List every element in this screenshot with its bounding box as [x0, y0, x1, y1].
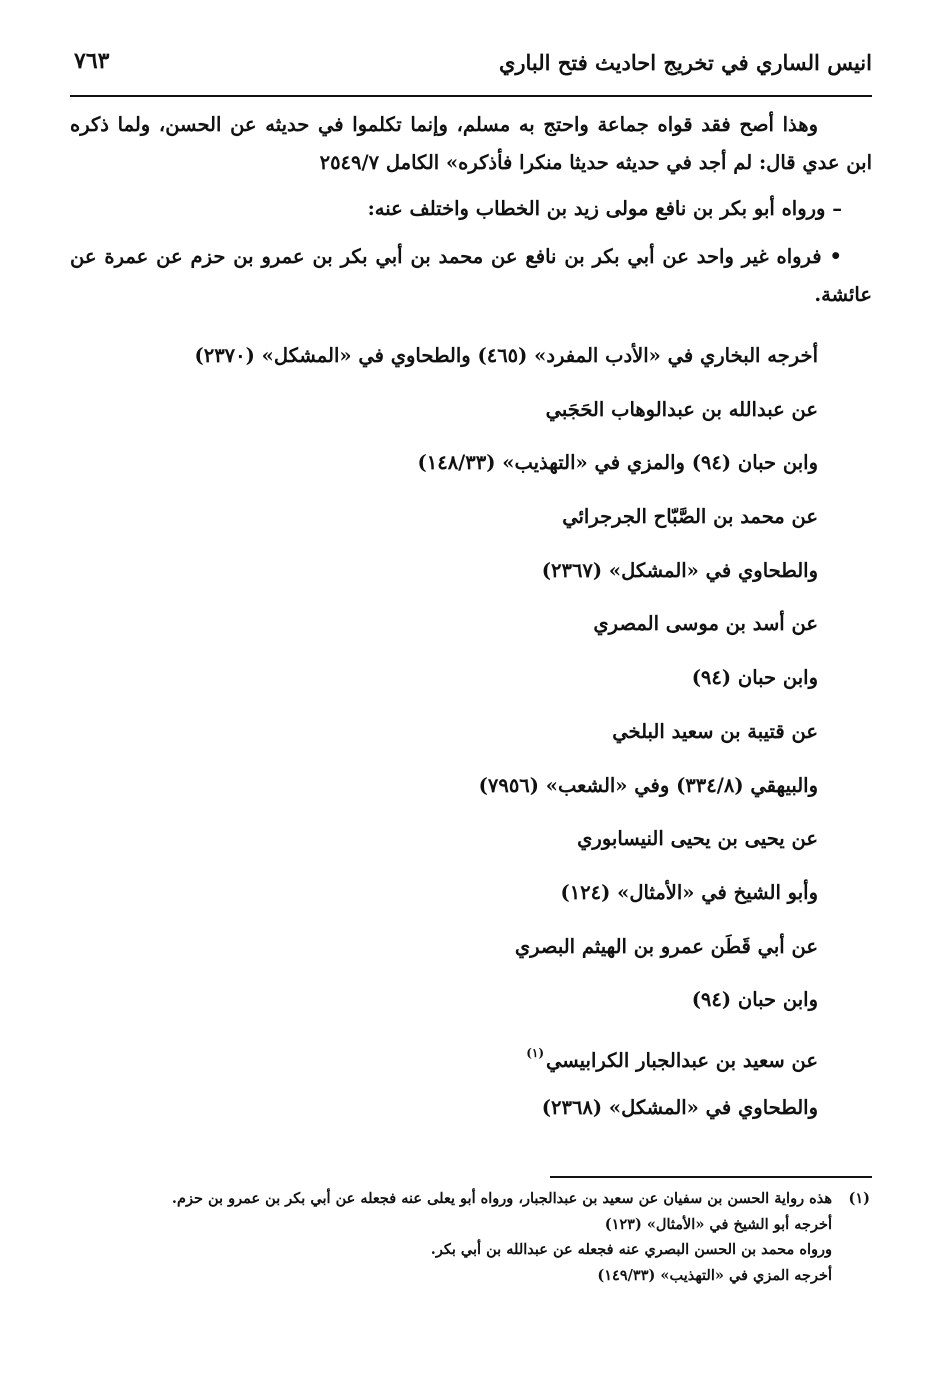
isnad-list: [70, 329, 872, 1134]
footnote-text: [70, 1186, 832, 1288]
isnad-line: والطحاوي في «المشكل» (٢٣٦٨): [541, 1095, 818, 1119]
footnote-separator: [550, 1176, 872, 1178]
footnote-line: أخرجه المزي في «التهذيب» (١٤٩/٣٣): [597, 1266, 832, 1284]
footnote-line: أخرجه أبو الشيخ في «الأمثال» (١٢٣): [604, 1215, 832, 1233]
isnad-line: والطحاوي في «المشكل» (٢٣٦٧): [541, 558, 818, 582]
isnad-line: عن أسد بن موسى المصري: [593, 612, 818, 636]
isnad-line: [70, 1027, 872, 1081]
footnote-line: ورواه محمد بن الحسن البصري عنه فجعله عن عبدالله بن أبي بكر.: [430, 1241, 832, 1258]
isnad-line: وأبو الشيخ في «الأمثال» (١٢٤): [560, 880, 818, 904]
isnad-line-text: عن سعيد بن عبدالجبار الكرابيسي: [546, 1048, 818, 1072]
isnad-line: وابن حبان (٩٤): [691, 666, 818, 690]
paragraph: – ورواه أبو بكر بن نافع مولى زيد بن الخطاب واختلف عنه:: [367, 197, 842, 220]
isnad-line: وابن حبان (٩٤) والمزي في «التهذيب» (١٤٨/٣٣): [417, 451, 818, 475]
isnad-line: عن قتيبة بن سعيد البلخي: [612, 719, 818, 743]
paragraph: وهذا أصح فقد قواه جماعة واحتج به مسلم، وإنما تكلموا في حديثه عن الحسن، ولما ذكره ابن عدي قال: لم أجد في حديثه حديثا منكرا فأذكره» الكامل ٢٥٤٩/٧: [70, 113, 872, 174]
paragraph: • فرواه غير واحد عن أبي بكر بن نافع عن محمد بن أبي بكر بن عمرو بن حزم عن عمرة عن عائشة.: [70, 245, 872, 306]
running-title: انيس الساري في تخريج احاديث فتح الباري: [498, 50, 872, 75]
isnad-line: أخرجه البخاري في «الأدب المفرد» (٤٦٥) والطحاوي في «المشكل» (٢٣٧٠): [194, 344, 818, 367]
isnad-line: عن أبي قَطَن عمرو بن الهيثم البصري: [514, 934, 818, 958]
isnad-line: عن محمد بن الصَّبّاح الجرجرائي: [562, 505, 818, 529]
footnote-line: هذه رواية الحسن بن سفيان عن سعيد بن عبدالجبار، ورواه أبو يعلى عنه فجعله عن أبي بكر بن عمرو بن حزم.: [171, 1190, 832, 1207]
header-rule: [70, 95, 872, 97]
footnote-marker: (١): [848, 1190, 870, 1207]
isnad-line: عن عبدالله بن عبدالوهاب الحَجَبي: [545, 397, 818, 421]
isnad-line: والبيهقي (٣٣٤/٨) وفي «الشعب» (٧٩٥٦): [478, 773, 818, 797]
isnad-line: وابن حبان (٩٤): [691, 988, 818, 1012]
footnote-reference[interactable]: (١): [526, 1045, 545, 1060]
isnad-line: عن يحيى بن يحيى النيسابوري: [577, 827, 818, 851]
main-text: [70, 106, 872, 1134]
page-number: ٧٦٣: [74, 48, 110, 74]
footnote: [70, 1186, 872, 1288]
